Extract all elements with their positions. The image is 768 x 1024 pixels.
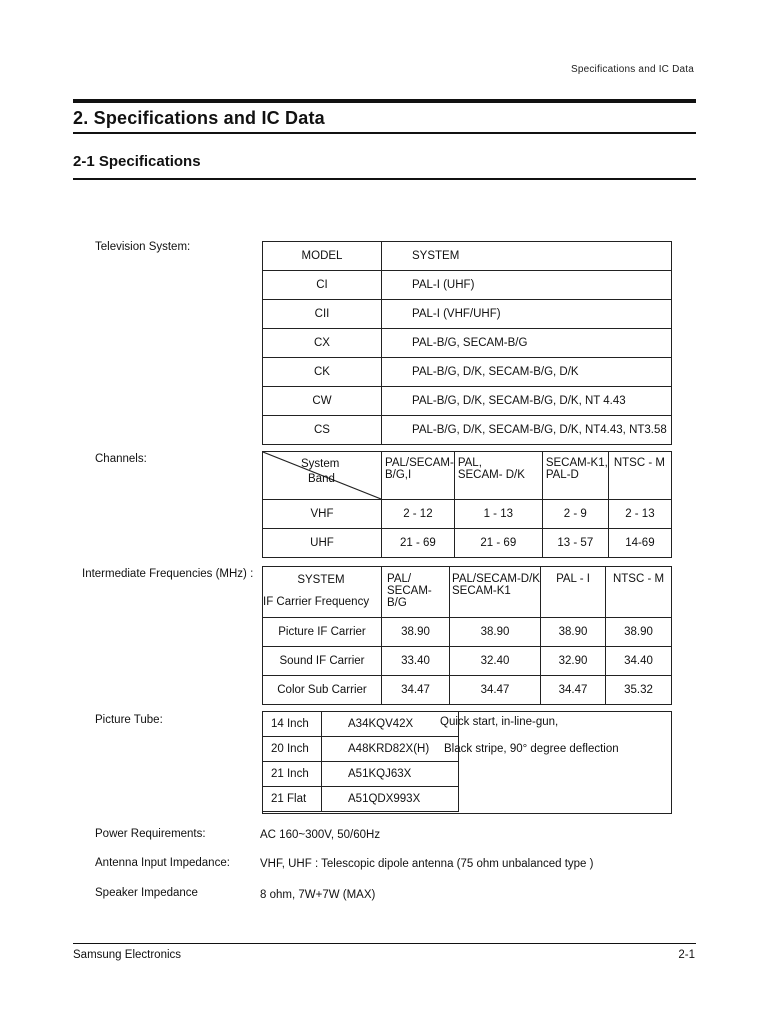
system-cell: PAL-I (VHF/UHF) (382, 300, 672, 329)
title-rule-top (73, 99, 696, 103)
model-cell: CS (263, 416, 382, 445)
corner-bottom-label: Band (308, 473, 335, 485)
channels-table (262, 451, 672, 558)
title-rule-bottom (73, 132, 696, 134)
antenna-value: VHF, UHF : Telescopic dipole antenna (75 ohm unbalanced type ) (260, 858, 594, 870)
table-row (263, 500, 672, 529)
row-label-cell: Color Sub Carrier (263, 676, 382, 705)
picture-tube-note-2: Black stripe, 90° degree deflection (444, 743, 619, 755)
table-row (263, 300, 672, 329)
column-header: MODEL (263, 242, 382, 271)
model-cell: A51KQJ63X (322, 762, 459, 787)
corner-cell (263, 567, 382, 618)
column-header: PAL - I (541, 567, 606, 618)
tv-system-label: Television System: (95, 241, 191, 253)
value-cell: 14-69 (608, 529, 671, 558)
value-cell: 21 - 69 (454, 529, 542, 558)
power-label: Power Requirements: (95, 828, 206, 840)
value-cell: 34.40 (606, 647, 672, 676)
if-label: Intermediate Frequencies (MHz) : (82, 568, 254, 580)
column-header: NTSC - M (606, 567, 672, 618)
size-cell: 14 Inch (263, 712, 322, 737)
speaker-label: Speaker Impedance (95, 887, 198, 899)
value-cell: 32.40 (450, 647, 541, 676)
value-cell: 35.32 (606, 676, 672, 705)
table-row (263, 762, 459, 787)
value-cell: 38.90 (606, 618, 672, 647)
antenna-label: Antenna Input Impedance: (95, 857, 230, 869)
table-row (263, 647, 672, 676)
value-cell: 2 - 12 (382, 500, 455, 529)
table-row (263, 529, 672, 558)
section-rule (73, 178, 696, 180)
column-header: SECAM-K1, PAL-D (542, 452, 608, 500)
value-cell: 32.90 (541, 647, 606, 676)
size-cell: 20 Inch (263, 737, 322, 762)
row-label-cell: Picture IF Carrier (263, 618, 382, 647)
power-value: AC 160~300V, 50/60Hz (260, 829, 381, 841)
band-cell: UHF (263, 529, 382, 558)
value-cell: 38.90 (382, 618, 450, 647)
value-cell: 1 - 13 (454, 500, 542, 529)
corner-cell (263, 452, 382, 500)
picture-tube-note-1: Quick start, in-line-gun, (440, 716, 559, 728)
chapter-title: 2. Specifications and IC Data (73, 108, 325, 128)
band-cell: VHF (263, 500, 382, 529)
page-number: 2-1 (678, 949, 695, 961)
system-cell: PAL-B/G, D/K, SECAM-B/G, D/K, NT4.43, NT3.58 (382, 416, 672, 445)
column-header: SYSTEM (382, 242, 672, 271)
value-cell: 34.47 (450, 676, 541, 705)
model-cell: A51QDX993X (322, 787, 459, 812)
model-cell: CI (263, 271, 382, 300)
table-header-row (263, 242, 672, 271)
table-row (263, 329, 672, 358)
corner-top-label: System (301, 458, 340, 470)
value-cell: 2 - 13 (608, 500, 671, 529)
model-cell: A34KQV42X (322, 712, 459, 737)
footer-company: Samsung Electronics (73, 949, 182, 961)
table-row (263, 618, 672, 647)
model-cell: CII (263, 300, 382, 329)
column-header: PAL/SECAM- B/G,I (382, 452, 455, 500)
footer-rule (73, 943, 696, 944)
table-row (263, 712, 459, 737)
value-cell: 34.47 (541, 676, 606, 705)
speaker-value: 8 ohm, 7W+7W (MAX) (260, 889, 376, 901)
system-cell: PAL-B/G, D/K, SECAM-B/G, D/K (382, 358, 672, 387)
system-cell: PAL-I (UHF) (382, 271, 672, 300)
table-header-row (263, 452, 672, 500)
model-cell: CK (263, 358, 382, 387)
value-cell: 38.90 (450, 618, 541, 647)
size-cell: 21 Inch (263, 762, 322, 787)
picture-tube-table (262, 711, 459, 812)
value-cell: 21 - 69 (382, 529, 455, 558)
table-header-row (263, 567, 672, 618)
table-row (263, 387, 672, 416)
table-row (263, 676, 672, 705)
system-cell: PAL-B/G, D/K, SECAM-B/G, D/K, NT 4.43 (382, 387, 672, 416)
table-row (263, 271, 672, 300)
value-cell: 13 - 57 (542, 529, 608, 558)
value-cell: 2 - 9 (542, 500, 608, 529)
channels-label: Channels: (95, 453, 147, 465)
table-row (263, 737, 459, 762)
section-title: 2-1 Specifications (73, 153, 201, 170)
column-header: PAL, SECAM- D/K (454, 452, 542, 500)
if-table (262, 566, 672, 705)
row-label-cell: Sound IF Carrier (263, 647, 382, 676)
system-cell: PAL-B/G, SECAM-B/G (382, 329, 672, 358)
table-row (263, 416, 672, 445)
model-cell: A48KRD82X(H) (322, 737, 459, 762)
size-cell: 21 Flat (263, 787, 322, 812)
picture-tube-label: Picture Tube: (95, 714, 163, 726)
column-header: PAL/SECAM-D/K SECAM-K1 (450, 567, 541, 618)
corner-top-label: SYSTEM (297, 574, 345, 586)
column-header: PAL/ SECAM- B/G (382, 567, 450, 618)
model-cell: CX (263, 329, 382, 358)
value-cell: 38.90 (541, 618, 606, 647)
tv-system-table (262, 241, 672, 445)
column-header: NTSC - M (608, 452, 671, 500)
table-row (263, 358, 672, 387)
corner-bottom-label: IF Carrier Frequency (263, 596, 370, 608)
value-cell: 34.47 (382, 676, 450, 705)
running-header: Specifications and IC Data (570, 64, 694, 75)
value-cell: 33.40 (382, 647, 450, 676)
model-cell: CW (263, 387, 382, 416)
table-row (263, 787, 459, 812)
